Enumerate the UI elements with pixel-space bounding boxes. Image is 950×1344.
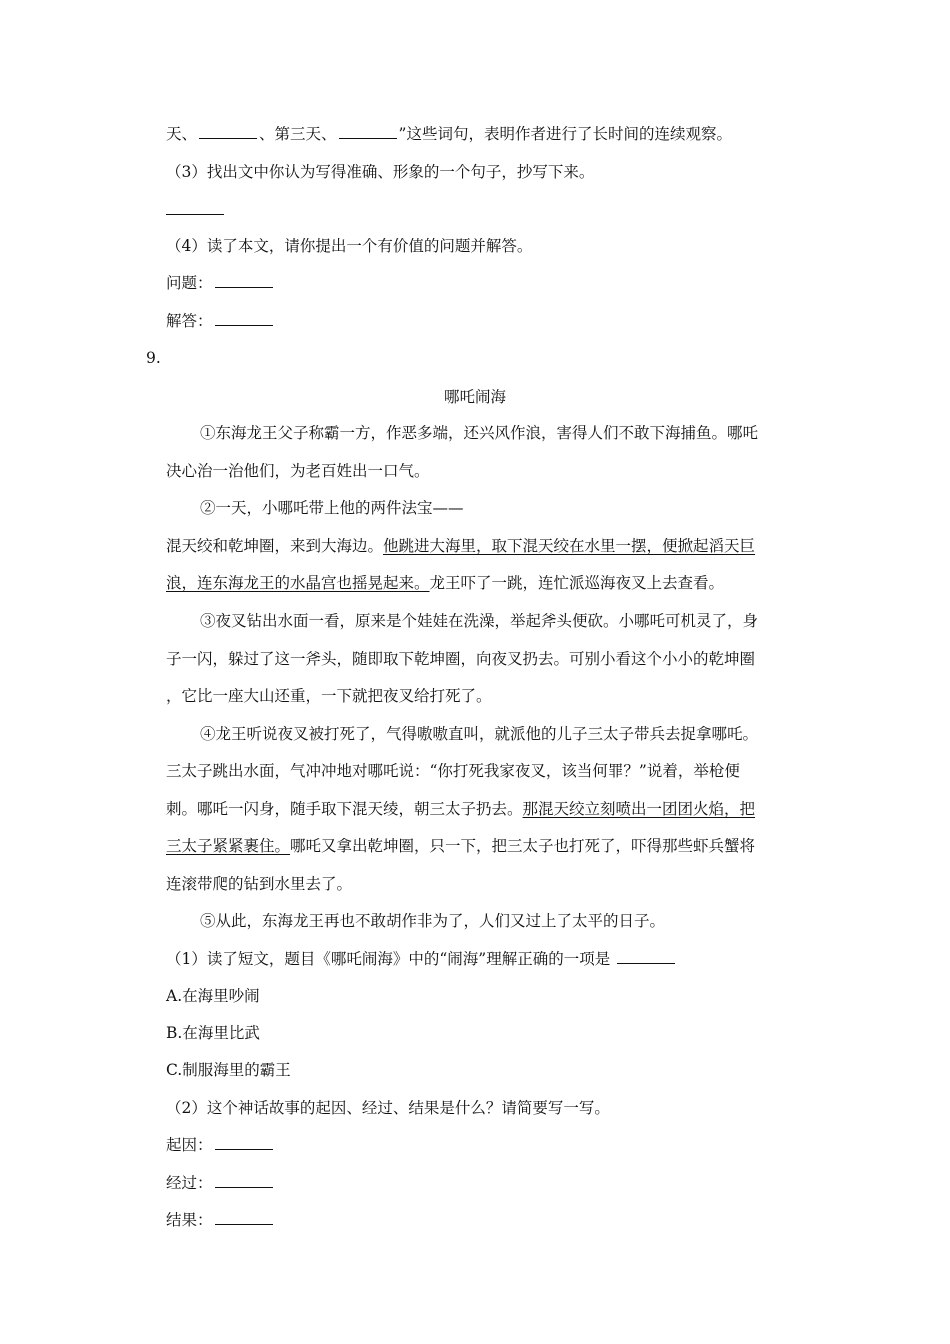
option-a[interactable]: A.在海里吵闹 bbox=[166, 987, 260, 1005]
p4-line3-text: 刺。哪吒一闪身，随手取下混天绫，朝三太子扔去。 bbox=[166, 800, 523, 818]
q8-text-a: 天、 bbox=[166, 125, 198, 143]
passage-title: 哪吒闹海 bbox=[443, 388, 506, 406]
p4-line3 bbox=[166, 799, 806, 819]
p4-underlined-sentence-part1: 那混天绞立刻喷出一团团火焰，把 bbox=[522, 800, 756, 818]
q8-sub3-answer-blank[interactable] bbox=[166, 200, 224, 215]
q9-number: 9. bbox=[146, 349, 161, 367]
q9-sub1-text: （1）读了短文，题目《哪吒闹海》中的“闹海”理解正确的一项是 bbox=[166, 950, 611, 968]
p2-line1: ②一天，小哪吒带上他的两件法宝—— bbox=[200, 499, 464, 517]
p4-line5: 连滚带爬的钻到水里去了。 bbox=[166, 875, 353, 893]
p4-line2: 三太子跳出水面，气冲冲地对哪吒说：“你打死我家夜叉，该当何罪？”说着，举枪便 bbox=[166, 762, 740, 780]
p2-line2-text: 混天绞和乾坤圈，来到大海边。 bbox=[166, 537, 384, 555]
p4-line4 bbox=[166, 836, 806, 856]
q8-text-b: 、第三天、 bbox=[259, 125, 337, 143]
q9-sub1-blank[interactable] bbox=[617, 949, 675, 964]
p4-underlined-sentence-part2: 三太子紧紧裹住。 bbox=[166, 837, 291, 855]
p2-line2 bbox=[166, 536, 806, 556]
p4-line1: ④龙王听说夜叉被打死了，气得嗷嗷直叫，就派他的儿子三太子带兵去捉拿哪吒。 bbox=[200, 725, 759, 743]
q8-text-c: ”这些词句，表明作者进行了长时间的连续观察。 bbox=[398, 125, 732, 143]
answer-blank[interactable] bbox=[215, 311, 273, 326]
cause-line bbox=[166, 1135, 806, 1155]
blank-1[interactable] bbox=[199, 124, 257, 139]
p4-line4-text: 哪吒又拿出乾坤圈，只一下，把三太子也打死了，吓得那些虾兵蟹将 bbox=[290, 837, 756, 855]
answer-label: 解答： bbox=[166, 312, 213, 330]
process-blank[interactable] bbox=[215, 1173, 273, 1188]
p3-line2: 子一闪，躲过了这一斧头，随即取下乾坤圈，向夜叉扔去。可别小看这个小小的乾坤圈 bbox=[166, 650, 756, 668]
cause-label: 起因： bbox=[166, 1136, 213, 1154]
p2-underlined-sentence-part1: 他跳进大海里，取下混天绞在水里一摆，便掀起滔天巨 bbox=[383, 537, 756, 555]
result-label: 结果： bbox=[166, 1211, 213, 1229]
p1-line1: ①东海龙王父子称霸一方，作恶多端，还兴风作浪，害得人们不敢下海捕鱼。哪吒 bbox=[200, 424, 759, 442]
q8-sub4: （4）读了本文，请你提出一个有价值的问题并解答。 bbox=[166, 237, 533, 255]
option-b[interactable]: B.在海里比武 bbox=[166, 1024, 260, 1042]
process-line bbox=[166, 1173, 806, 1193]
question-blank[interactable] bbox=[215, 273, 273, 288]
q9-sub2: （2）这个神话故事的起因、经过、结果是什么？请简要写一写。 bbox=[166, 1099, 610, 1117]
result-blank[interactable] bbox=[215, 1210, 273, 1225]
q9-sub1 bbox=[166, 949, 806, 969]
q8-line-observation bbox=[166, 124, 806, 144]
process-label: 经过： bbox=[166, 1174, 213, 1192]
cause-blank[interactable] bbox=[215, 1135, 273, 1150]
q8-answer-line bbox=[166, 311, 806, 331]
p2-underlined-sentence-part2: 浪，连东海龙王的水晶宫也摇晃起来。 bbox=[166, 574, 430, 592]
blank-2[interactable] bbox=[339, 124, 397, 139]
option-c[interactable]: C.制服海里的霸王 bbox=[166, 1061, 291, 1079]
p3-line3: ，它比一座大山还重，一下就把夜叉给打死了。 bbox=[166, 687, 492, 705]
p1-line2: 决心治一治他们，为老百姓出一口气。 bbox=[166, 462, 430, 480]
p2-line3 bbox=[166, 573, 806, 593]
question-label: 问题： bbox=[166, 274, 213, 292]
p5-line: ⑤从此，东海龙王再也不敢胡作非为了，人们又过上了太平的日子。 bbox=[200, 912, 666, 930]
q8-question-line bbox=[166, 273, 806, 293]
q8-sub3: （3）找出文中你认为写得准确、形象的一个句子，抄写下来。 bbox=[166, 163, 595, 181]
result-line bbox=[166, 1210, 806, 1230]
p2-line3-text: 龙王吓了一跳，连忙派巡海夜叉上去查看。 bbox=[429, 574, 725, 592]
p3-line1: ③夜叉钻出水面一看，原来是个娃娃在洗澡，举起斧头便砍。小哪吒可机灵了，身 bbox=[200, 612, 759, 630]
